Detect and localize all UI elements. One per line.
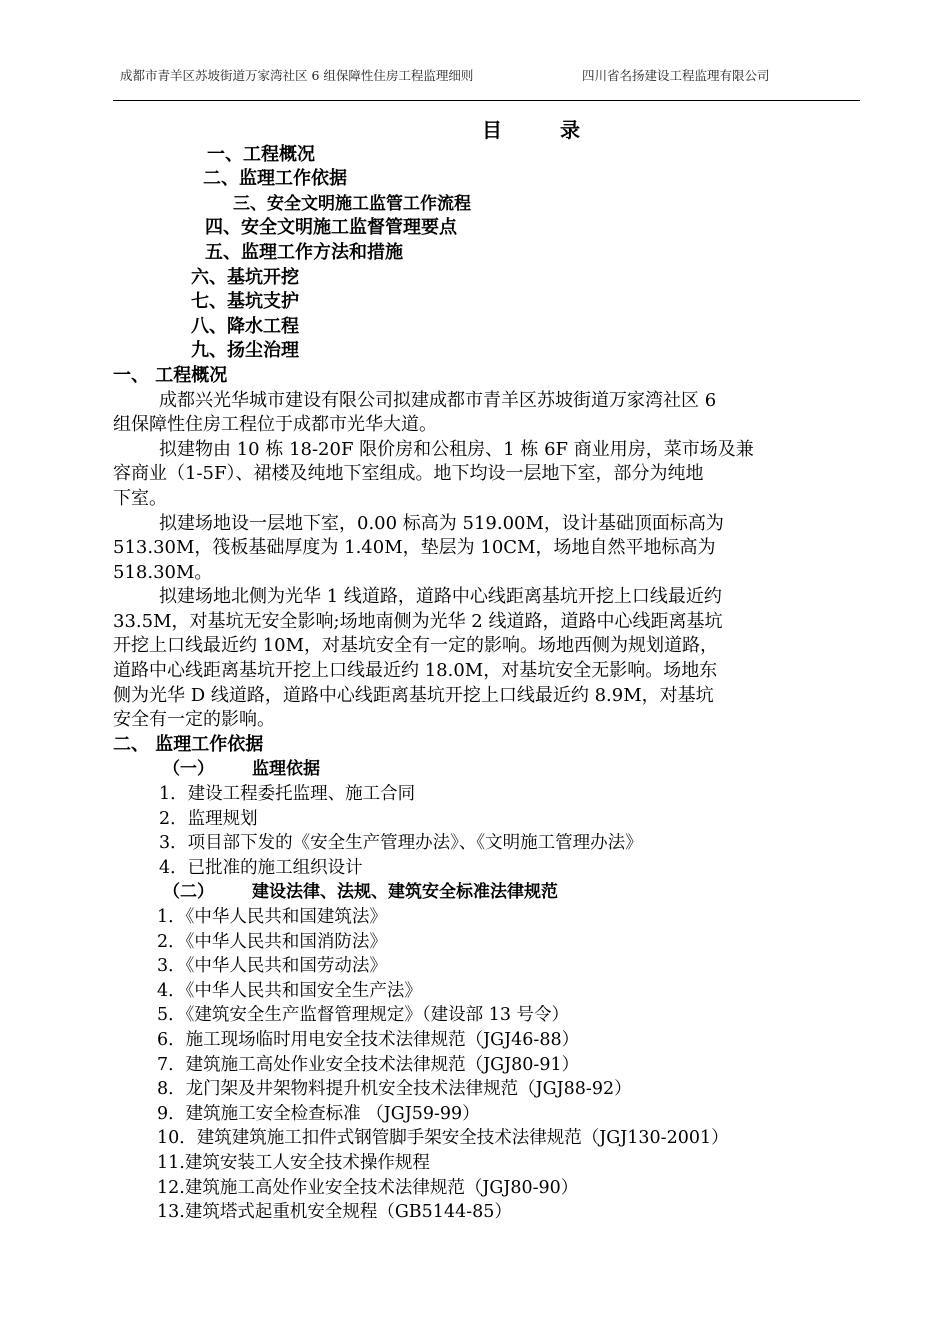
list-item: 10．建筑建筑施工扣件式钢管脚手架安全技术法律规范（JGJ130-2001）	[157, 1128, 729, 1149]
toc-item: 四、安全文明施工监督管理要点	[205, 217, 457, 239]
paragraph-line: 安全有一定的影响。	[113, 709, 275, 731]
header-company: 四川省名扬建设工程监理有限公司	[582, 68, 770, 83]
list-item: 12.建筑施工高处作业安全技术法律规范（JGJ80-90）	[157, 1177, 579, 1198]
list-item: 6．施工现场临时用电安全技术法律规范（JGJ46-88）	[157, 1029, 580, 1050]
list-item: 1．《中华人民共和国建筑法》	[157, 907, 387, 927]
paragraph-line: 侧为光华 D 线道路，道路中心线距离基坑开挖上口线最近约 8.9M，对基坑	[113, 684, 714, 706]
paragraph-line: 成都兴光华城市建设有限公司拟建成都市青羊区苏坡街道万家湾社区 6	[159, 389, 717, 411]
list-item: 3．项目部下发的《安全生产管理办法》、《文明施工管理办法》	[159, 833, 643, 854]
list-item: 13.建筑塔式起重机安全规程（GB5144-85）	[157, 1202, 512, 1223]
header-doc-title: 成都市青羊区苏坡街道万家湾社区 6 组保障性住房工程监理细则	[120, 68, 474, 83]
paragraph-line: 下室。	[113, 487, 167, 509]
paragraph-line: 拟建场地北侧为光华 1 线道路，道路中心线距离基坑开挖上口线最近约	[159, 586, 722, 608]
toc-item: 一、工程概况	[207, 143, 315, 165]
list-item: 4．已批准的施工组织设计	[159, 857, 363, 878]
list-item: 1．建设工程委托监理、施工合同	[159, 784, 416, 805]
paragraph-line: 518.30M。	[113, 561, 213, 583]
toc-item: 二、监理工作依据	[203, 168, 347, 190]
paragraph-line: 拟建物由 10 栋 18-20F 限价房和公租房、1 栋 6F 商业用房，菜市场及兼	[159, 438, 754, 460]
subsection-heading: （二） 建设法律、法规、建筑安全标准法律规范	[163, 882, 558, 903]
toc-item: 七、基坑支护	[191, 291, 299, 313]
list-item: 5．《建筑安全生产监督管理规定》（建设部 13 号令）	[157, 1005, 570, 1026]
paragraph-line: 开挖上口线最近约 10M，对基坑安全有一定的影响。场地西侧为规划道路，	[113, 635, 719, 657]
list-item: 4．《中华人民共和国安全生产法》	[157, 980, 422, 1001]
paragraph-line: 道路中心线距离基坑开挖上口线最近约 18.0M，对基坑安全无影响。场地东	[113, 660, 718, 682]
toc-item: 三、安全文明施工监管工作流程	[233, 193, 471, 214]
paragraph-line: 组保障性住房工程位于成都市光华大道。	[113, 414, 437, 436]
list-item: 3．《中华人民共和国劳动法》	[157, 956, 387, 977]
list-item: 8．龙门架及井架物料提升机安全技术法律规范（JGJ88-92）	[157, 1079, 632, 1100]
list-item: 2．监理规划	[159, 808, 258, 829]
list-item: 9．建筑施工安全检查标准 （JGJ59-99）	[157, 1103, 480, 1124]
toc-item: 九、扬尘治理	[191, 340, 299, 362]
list-item: 7．建筑施工高处作业安全技术法律规范（JGJ80-91）	[157, 1054, 580, 1075]
toc-item: 八、降水工程	[191, 315, 299, 337]
paragraph-line: 容商业（1-5F）、裙楼及纯地下室组成。地下均设一层地下室，部分为纯地	[113, 463, 704, 485]
toc-item: 六、基坑开挖	[191, 266, 299, 288]
document-body	[113, 118, 853, 1225]
paragraph-line: 33.5M，对基坑无安全影响;场地南侧为光华 2 线道路，道路中心线距离基坑	[113, 610, 723, 632]
toc-item: 五、监理工作方法和措施	[205, 241, 403, 263]
section-heading: 二、 监理工作依据	[113, 733, 264, 755]
subsection-heading: （一） 监理依据	[163, 759, 320, 780]
header-divider	[113, 100, 860, 101]
list-item: 2．《中华人民共和国消防法》	[157, 931, 387, 952]
list-item: 11.建筑安装工人安全技术操作规程	[157, 1152, 430, 1173]
paragraph-line: 拟建场地设一层地下室，0.00 标高为 519.00M，设计基础顶面标高为	[159, 512, 724, 534]
toc-title: 目 录	[482, 118, 580, 142]
paragraph-line: 513.30M，筏板基础厚度为 1.40M，垫层为 10CM，场地自然平地标高为	[113, 537, 716, 559]
section-heading: 一、 工程概况	[113, 364, 228, 386]
